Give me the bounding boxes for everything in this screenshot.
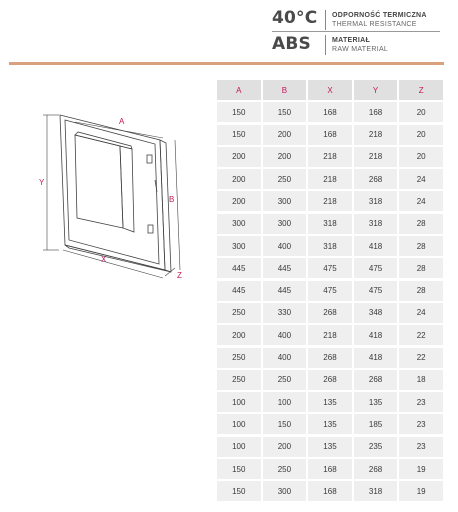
table-cell: 218 [308, 147, 352, 167]
table-cell: 200 [217, 169, 261, 189]
label-y: Y [39, 178, 45, 187]
table-cell: 100 [217, 437, 261, 457]
spec-thermal-sublabel: THERMAL RESISTANCE [332, 21, 417, 28]
table-cell: 250 [217, 370, 261, 390]
table-cell: 168 [308, 102, 352, 122]
table-cell: 168 [308, 125, 352, 145]
label-x: X [101, 255, 107, 264]
table-cell: 28 [399, 281, 443, 301]
table-cell: 23 [399, 392, 443, 412]
spec-thermal-value: 40°C [272, 8, 318, 28]
table-cell: 150 [217, 459, 261, 479]
table-cell: 268 [308, 370, 352, 390]
table-cell: 20 [399, 125, 443, 145]
table-cell: 168 [308, 481, 352, 501]
table-cell: 475 [308, 281, 352, 301]
table-cell: 218 [308, 169, 352, 189]
table-cell: 24 [399, 169, 443, 189]
table-cell: 300 [263, 191, 307, 211]
spec-separator [272, 31, 440, 32]
table-header-cell: A [217, 80, 261, 100]
table-row [217, 392, 443, 412]
table-cell: 168 [308, 459, 352, 479]
frame-side [160, 140, 171, 272]
table-cell: 18 [399, 370, 443, 390]
table-cell: 24 [399, 191, 443, 211]
table-cell: 250 [263, 459, 307, 479]
table-cell: 318 [354, 214, 398, 234]
table-header-cell: X [308, 80, 352, 100]
table-cell: 200 [217, 147, 261, 167]
table-cell: 445 [217, 281, 261, 301]
table-cell: 150 [263, 102, 307, 122]
table-cell: 475 [354, 281, 398, 301]
table-cell: 23 [399, 414, 443, 434]
table-cell: 22 [399, 325, 443, 345]
table-cell: 268 [354, 459, 398, 479]
table-cell: 400 [263, 236, 307, 256]
table-cell: 418 [354, 348, 398, 368]
table-cell: 268 [354, 370, 398, 390]
table-cell: 218 [354, 125, 398, 145]
table-row [217, 414, 443, 434]
table-row [217, 325, 443, 345]
table-header-cell: Y [354, 80, 398, 100]
table-cell: 475 [354, 258, 398, 278]
table-cell: 200 [263, 437, 307, 457]
table-cell: 150 [217, 125, 261, 145]
spec-material-value: ABS [272, 34, 311, 54]
table-row [217, 437, 443, 457]
table-body [217, 102, 443, 501]
table-cell: 418 [354, 236, 398, 256]
table-cell: 150 [263, 414, 307, 434]
table-row [217, 481, 443, 501]
table-cell: 445 [263, 258, 307, 278]
table-cell: 300 [217, 236, 261, 256]
spec-thermal-label: ODPORNOŚĆ TERMICZNA [332, 12, 427, 19]
table-cell: 400 [263, 348, 307, 368]
table-header-row [217, 80, 443, 100]
table-cell: 150 [217, 102, 261, 122]
table-cell: 445 [263, 281, 307, 301]
table-cell: 318 [354, 191, 398, 211]
table-cell: 100 [217, 414, 261, 434]
table-cell: 300 [263, 214, 307, 234]
table-cell: 135 [354, 392, 398, 412]
door-top [75, 132, 132, 149]
label-z: Z [177, 271, 182, 280]
table-cell: 300 [263, 481, 307, 501]
dim-b [175, 140, 180, 270]
table-row [217, 125, 443, 145]
table-cell: 100 [263, 392, 307, 412]
table-cell: 318 [308, 236, 352, 256]
table-row [217, 459, 443, 479]
table-row [217, 191, 443, 211]
table-cell: 135 [308, 437, 352, 457]
table-cell: 445 [217, 258, 261, 278]
table-row [217, 169, 443, 189]
table-row [217, 214, 443, 234]
spec-material-label: MATERIAŁ [332, 37, 371, 44]
table-cell: 200 [217, 191, 261, 211]
table-cell: 250 [263, 169, 307, 189]
frame-inner [65, 120, 159, 264]
table-row [217, 236, 443, 256]
table-cell: 268 [354, 169, 398, 189]
frame-outer [60, 115, 165, 270]
table-cell: 20 [399, 147, 443, 167]
table-cell: 235 [354, 437, 398, 457]
table-row [217, 348, 443, 368]
table-cell: 200 [217, 325, 261, 345]
table-cell: 400 [263, 325, 307, 345]
label-b: B [169, 195, 175, 204]
table-row [217, 102, 443, 122]
table-cell: 100 [217, 392, 261, 412]
dim-x [63, 250, 163, 278]
spec-divider [325, 35, 326, 55]
dim-z [165, 268, 175, 276]
table-cell: 250 [217, 348, 261, 368]
table-cell: 28 [399, 258, 443, 278]
table-cell: 28 [399, 236, 443, 256]
table-cell: 135 [308, 392, 352, 412]
table-row [217, 370, 443, 390]
table-cell: 268 [308, 348, 352, 368]
table-cell: 318 [308, 214, 352, 234]
table-cell: 200 [263, 125, 307, 145]
door-diagram [35, 100, 195, 285]
table-cell: 135 [308, 414, 352, 434]
table-cell: 28 [399, 214, 443, 234]
table-cell: 348 [354, 303, 398, 323]
door-edge [120, 146, 134, 232]
table-cell: 475 [308, 258, 352, 278]
spec-material-sublabel: RAW MATERIAL [332, 46, 389, 53]
hinge-top [147, 155, 152, 163]
label-a: A [119, 117, 125, 126]
table-cell: 268 [308, 303, 352, 323]
spec-divider [325, 10, 326, 30]
table-cell: 24 [399, 303, 443, 323]
table-row [217, 281, 443, 301]
table-cell: 250 [263, 370, 307, 390]
table-row [217, 303, 443, 323]
table-cell: 19 [399, 459, 443, 479]
table-row [217, 147, 443, 167]
table-cell: 250 [217, 303, 261, 323]
table-cell: 218 [308, 325, 352, 345]
table-header-cell: B [263, 80, 307, 100]
table-cell: 22 [399, 348, 443, 368]
hinge-bottom [148, 225, 153, 233]
table-cell: 318 [354, 481, 398, 501]
table-cell: 418 [354, 325, 398, 345]
table-cell: 168 [354, 102, 398, 122]
table-header-cell: Z [399, 80, 443, 100]
table-cell: 150 [217, 481, 261, 501]
table-cell: 20 [399, 102, 443, 122]
door-panel [75, 135, 123, 228]
table-cell: 218 [308, 191, 352, 211]
table-cell: 200 [263, 147, 307, 167]
table-cell: 23 [399, 437, 443, 457]
table-cell: 185 [354, 414, 398, 434]
frame-bottom [65, 245, 171, 272]
table-cell: 19 [399, 481, 443, 501]
table-row [217, 258, 443, 278]
table-cell: 300 [217, 214, 261, 234]
dimensions-table [217, 80, 443, 504]
accent-rule [9, 62, 444, 65]
table-cell: 330 [263, 303, 307, 323]
table-cell: 218 [354, 147, 398, 167]
